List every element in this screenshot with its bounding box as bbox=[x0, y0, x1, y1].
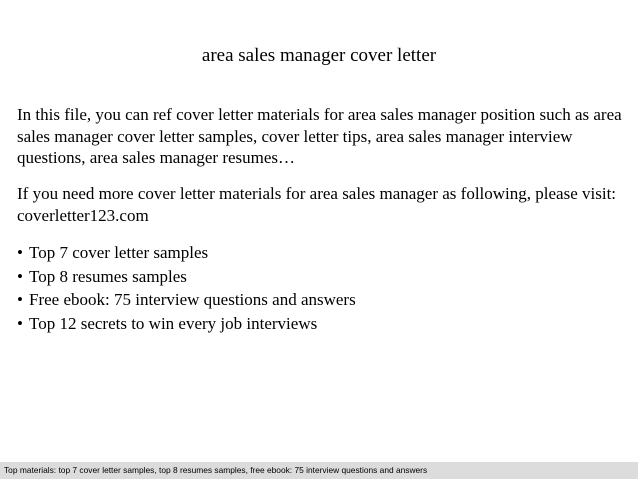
bullet-icon: • bbox=[17, 313, 23, 333]
bullet-icon: • bbox=[17, 243, 23, 262]
list-item-text: Top 12 secrets to win every job interviews bbox=[29, 313, 318, 333]
bullet-icon: • bbox=[17, 290, 23, 309]
list-item bbox=[17, 288, 629, 312]
list-item bbox=[17, 241, 629, 265]
intro-paragraph: In this file, you can ref cover letter materials for area sales manager position such as area sales manager cover letter samples, cover letter tips, area sales manager interview questions, area sales manager resumes… bbox=[17, 105, 622, 167]
materials-list bbox=[17, 241, 629, 335]
list-item-text: Top 7 cover letter samples bbox=[29, 243, 209, 262]
list-item bbox=[17, 265, 629, 289]
bullet-icon: • bbox=[17, 266, 23, 286]
visit-paragraph: If you need more cover letter materials for area sales manager as following, please visit: coverletter123.com bbox=[17, 184, 617, 225]
page-title: area sales manager cover letter bbox=[201, 45, 437, 66]
list-item-text: Free ebook: 75 interview questions and answers bbox=[29, 290, 356, 309]
list-item-text: Top 8 resumes samples bbox=[29, 266, 187, 286]
list-item bbox=[17, 312, 629, 336]
footer-bar: Top materials: top 7 cover letter samples, top 8 resumes samples, free ebook: 75 interview questions and answers bbox=[0, 462, 638, 479]
